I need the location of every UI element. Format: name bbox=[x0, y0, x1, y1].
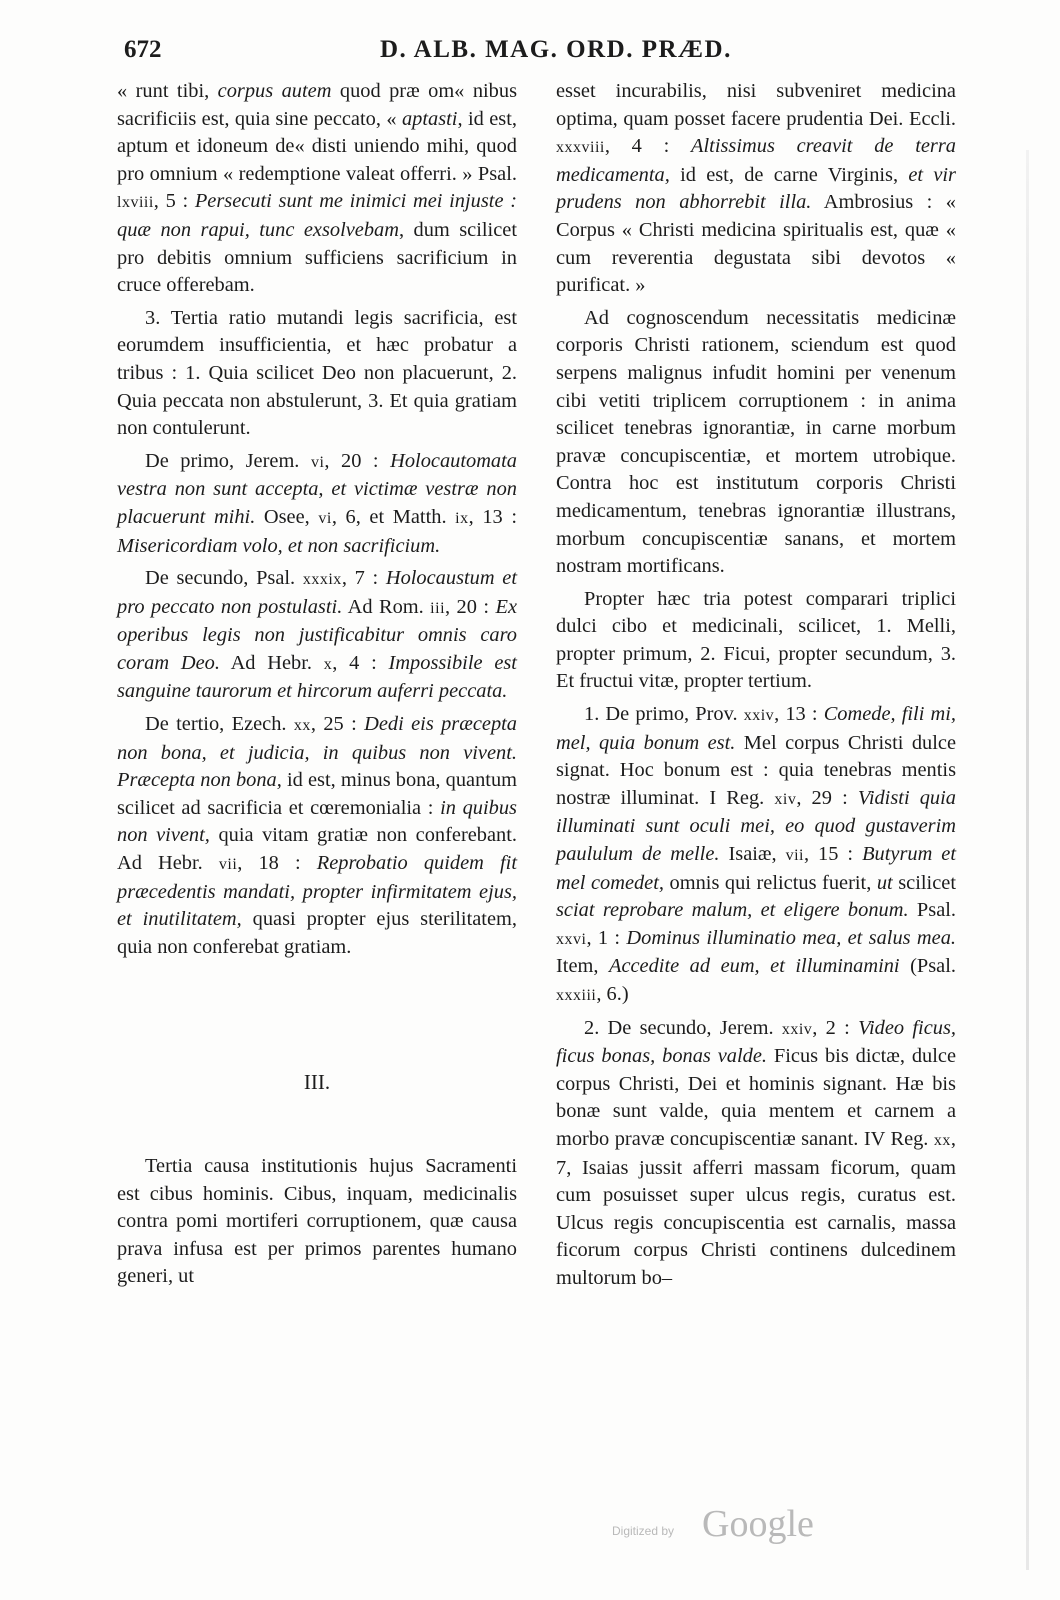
text-run: De tertio, Ezech. bbox=[145, 713, 294, 736]
paragraph: Propter hæc tria potest comparari triplici dulci cibo et medicinali, scilicet, 1. Melli, propter primum, 2. Ficui, propter secundum, 3. Et fructui vitæ, propter tertium. bbox=[556, 587, 956, 693]
italic-run: in quibus non vivent, bbox=[117, 796, 517, 847]
text-run: Isaiæ, bbox=[719, 843, 786, 866]
google-wordmark: Google bbox=[702, 1503, 814, 1545]
text-run: « runt tibi, bbox=[117, 80, 218, 102]
italic-run: Altissimus creavit de terra medicamenta, bbox=[556, 135, 956, 186]
text-run: Ficus bis dictæ, dulce corpus Christi, Dei et hominis signant. Hæ bis bonæ sunt valde, quia mentem et carnem a morbo pravæ concupiscentiæ sanant. IV Reg. bbox=[556, 1045, 956, 1150]
italic-run: Holocautomata vestra non sunt accepta, et victimæ vestræ non placuerunt mihi. bbox=[117, 449, 517, 528]
paragraph bbox=[117, 448, 517, 560]
roman-numeral: xx bbox=[293, 717, 311, 735]
roman-numeral: vi bbox=[318, 509, 332, 527]
text-run: Item, bbox=[556, 955, 609, 978]
text-run: id est, de carne Virginis, bbox=[669, 163, 909, 186]
text-run: Ad Rom. bbox=[342, 595, 431, 618]
text-run: (Psal. bbox=[899, 955, 956, 978]
text-run: quod præ om« nibus sacrificiis est, quia sine peccato, « bbox=[117, 80, 517, 130]
running-title: D. ALB. MAG. ORD. PRÆD. bbox=[380, 36, 732, 63]
roman-numeral: xxiv bbox=[781, 1020, 813, 1038]
italic-run: Vidisti quia illuminati sunt oculi mei, eo quod gustaverim paululum de melle. bbox=[556, 786, 956, 866]
roman-numeral: x bbox=[323, 655, 333, 673]
page-number: 672 bbox=[124, 36, 162, 63]
text-run: , 13 : bbox=[468, 505, 517, 528]
paragraph: 3. Tertia ratio mutandi legis sacrificia, est eorumdem insufficientia, et hæc probatur a tribus : 1. Quia scilicet Deo non placuerunt, 2. Quia peccata non abstulerunt, 3. Et quia gratiam non contulerunt. bbox=[117, 306, 517, 440]
italic-run: Video ficus, ficus bonas, bonas valde. bbox=[556, 1016, 956, 1068]
text-run: De primo, Jerem. bbox=[145, 449, 311, 472]
italic-run: Butyrum et mel comedet, bbox=[556, 843, 956, 894]
text-run: , 7, Isaias jussit afferri massam ficorum, quam cum posuisset super ulcus regis, curatus est. Ulcus regis concupiscentia est carnalis, massa ficorum corpus Christi continens dulcedinem multorum bo– bbox=[556, 1127, 956, 1289]
italic-run: Dedi eis præcepta non bona, et judicia, in quibus non vivent. Præcepta non bona, bbox=[117, 713, 517, 792]
roman-numeral: xxxviii bbox=[556, 139, 605, 157]
italic-run: Impossibile est sanguine taurorum et hircorum auferri peccata. bbox=[117, 651, 517, 703]
text-run: , 6.) bbox=[596, 983, 629, 1005]
roman-numeral: xxiv bbox=[743, 707, 775, 725]
right-column bbox=[556, 78, 956, 1298]
roman-numeral: vii bbox=[218, 856, 238, 874]
paragraph bbox=[117, 565, 517, 706]
text-run: esset incurabilis, nisi subveniret medicina optima, quam posset facere prudentia Dei. Eccli. bbox=[556, 80, 956, 130]
digitization-watermark bbox=[612, 1502, 832, 1545]
text-run: Ad Hebr. bbox=[219, 651, 324, 674]
roman-numeral: vii bbox=[785, 847, 804, 865]
roman-numeral: xxvi bbox=[556, 930, 587, 948]
paragraph: Ad cognoscendum necessitatis medicinæ corporis Christi rationem, sciendum est quod serpens malignus infudit homini per venenum cibi vetiti triplicem corruptionem : in anima scilicet tenebras ignorantiæ, in carne morbum pravæ concupiscentiæ, et mortem utrobique. Contra hoc est institutum corporis Christi medicamentum, tenebras ignorantiæ illustrans, morbum concupiscentiæ sanans, et mortem nostram mortificans. bbox=[556, 306, 956, 578]
text-run: omnis qui relictus fuerit, bbox=[664, 871, 877, 894]
text-run: , id est, aptum et idoneum de« disti uniendo mihi, quod pro omnium « redemptione valeat offerri. » Psal. bbox=[117, 107, 517, 185]
section-heading: III. bbox=[303, 1070, 331, 1095]
left-column bbox=[117, 78, 517, 1296]
text-run: , 13 : bbox=[774, 703, 824, 726]
roman-numeral: xiv bbox=[774, 790, 797, 808]
text-run: , 7 : bbox=[341, 567, 386, 590]
paragraph: Tertia causa institutionis hujus Sacramenti est cibus hominis. Cibus, inquam, medicinalis contra pomi mortiferi corruptionem, quæ causa prava infusa est per primos parentes humano generi, ut bbox=[117, 1155, 517, 1288]
text-run: 1. De primo, Prov. bbox=[584, 703, 744, 726]
italic-run: Accedite ad eum, et illuminamini bbox=[608, 955, 900, 978]
italic-run: Misericordiam volo, et non sacrificium. bbox=[117, 534, 441, 557]
italic-run: Holocaustum et pro peccato non postulasti. bbox=[117, 567, 517, 618]
roman-numeral: vi bbox=[310, 453, 325, 471]
text-run: , 4 : bbox=[604, 135, 692, 158]
text-run: , 4 : bbox=[332, 651, 389, 674]
page-header bbox=[0, 36, 1060, 76]
text-run: , dum scilicet pro debitis omnium sufficiens sacrificium in cruce offerebam. bbox=[117, 218, 517, 297]
roman-numeral: lxviii bbox=[117, 194, 154, 212]
text-run: , 29 : bbox=[796, 786, 858, 809]
text-run: , 20 : bbox=[445, 595, 496, 618]
text-run: Ambrosius : « Corpus « Christi medicina spiritualis est, quæ « cum reverentia degustata sibi devotos « purificat. » bbox=[556, 191, 956, 297]
text-run: , 20 : bbox=[324, 449, 391, 472]
text-run: 2. De secundo, Jerem. bbox=[584, 1016, 782, 1039]
text-run: , 1 : bbox=[586, 926, 627, 949]
text-run: , 6, et Matth. bbox=[331, 505, 456, 528]
paragraph bbox=[556, 701, 956, 1010]
text-run: , 5 : bbox=[153, 190, 195, 213]
roman-numeral: iii bbox=[430, 599, 446, 617]
italic-run: corpus autem bbox=[217, 80, 332, 102]
text-run: id est, minus bona, quantum scilicet ad sacrificia et cœremonialia : bbox=[117, 769, 517, 819]
italic-run: et vir prudens non abhorrebit illa. bbox=[556, 163, 956, 214]
italic-run: Comede, fili mi, mel, quia bonum est. bbox=[556, 703, 957, 754]
text-run: De secundo, Psal. bbox=[145, 567, 303, 590]
paragraph bbox=[117, 78, 517, 300]
paragraph bbox=[556, 78, 956, 300]
text-run: quia vitam gratiæ non conferebant. Ad Hebr. bbox=[117, 824, 517, 875]
italic-run: Reprobatio quidem fit præcedentis mandati, propter infirmitatem ejus, et inutilitatem, bbox=[117, 852, 517, 931]
paragraph bbox=[117, 711, 517, 961]
text-run: , 2 : bbox=[812, 1016, 859, 1039]
text-run: , 15 : bbox=[803, 843, 863, 866]
italic-run: sciat reprobare malum, et eligere bonum. bbox=[556, 899, 909, 922]
text-run: Mel corpus Christi dulce signat. Hoc bonum est : quia tenebras mentis nostræ illuminat. I Reg. bbox=[556, 731, 956, 809]
paragraph bbox=[556, 1015, 956, 1293]
text-run: , 25 : bbox=[310, 713, 365, 736]
digitized-by-label: Digitized by bbox=[612, 1524, 675, 1538]
italic-run: ut bbox=[876, 871, 893, 894]
text-run: scilicet bbox=[892, 871, 956, 894]
roman-numeral: xxxix bbox=[302, 571, 342, 589]
roman-numeral: xx bbox=[933, 1131, 951, 1149]
italic-run: Ex operibus legis non justificabitur omnis caro coram Deo. bbox=[117, 595, 518, 674]
text-run: , 18 : bbox=[237, 852, 317, 875]
scan-edge-divider bbox=[1026, 150, 1029, 1570]
italic-run: aptasti bbox=[401, 107, 458, 130]
italic-run: Dominus illuminatio mea, et salus mea. bbox=[626, 926, 956, 949]
text-run: quasi propter ejus sterilitatem, quia non conferebat gratiam. bbox=[117, 908, 517, 958]
roman-numeral: xxxiii bbox=[556, 987, 597, 1004]
roman-numeral: ix bbox=[455, 509, 469, 527]
text-run: Osee, bbox=[255, 505, 319, 528]
text-run: Psal. bbox=[908, 899, 957, 922]
italic-run: Persecuti sunt me inimici mei injuste : quæ non rapui, tunc exsolvebam bbox=[117, 190, 517, 241]
